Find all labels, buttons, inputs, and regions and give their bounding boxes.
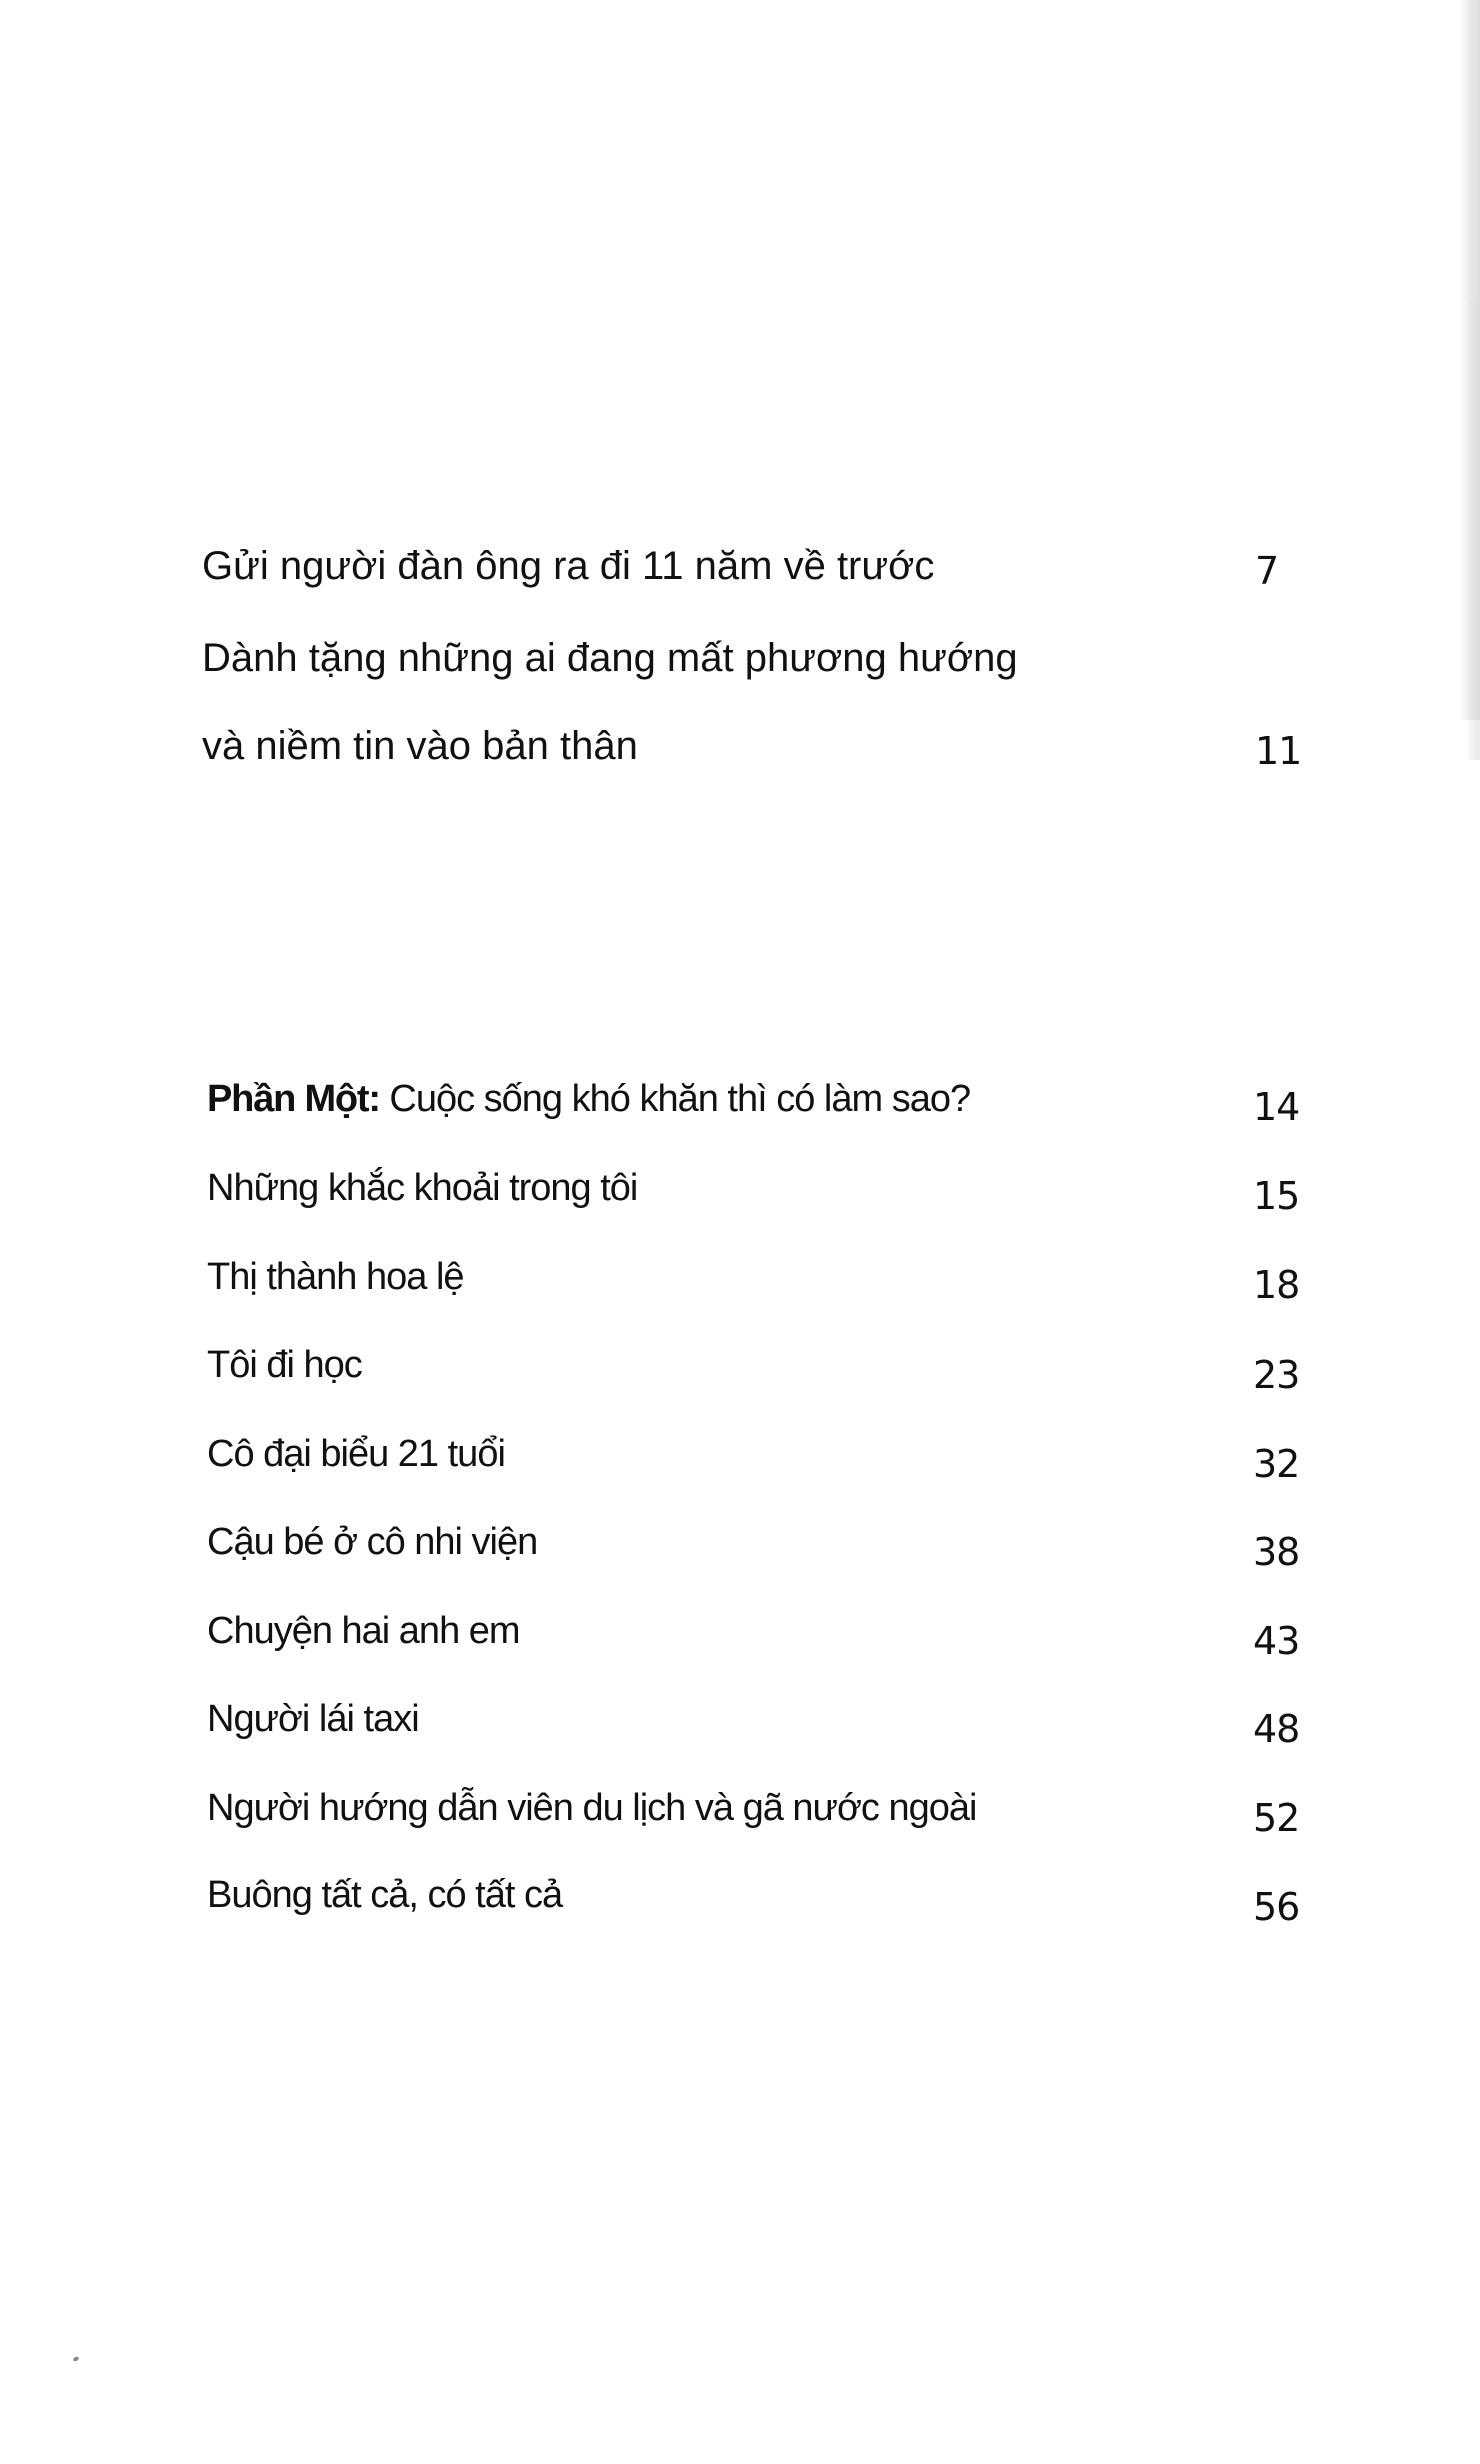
toc-entry (0, 1608, 1480, 1668)
toc-entry-title: Gửi người đàn ông ra đi 11 năm về trước (202, 544, 935, 588)
toc-entry-title: Người hướng dẫn viên du lịch và gã nước ngoài (207, 1787, 977, 1829)
toc-entry-continued (0, 718, 1480, 778)
toc-entry-title: Chuyện hai anh em (207, 1610, 520, 1652)
toc-entry (0, 1785, 1480, 1845)
toc-entry-title: Những khắc khoải trong tôi (207, 1167, 638, 1209)
toc-entry-page: 23 (1253, 1353, 1300, 1397)
toc-entry (0, 1431, 1480, 1491)
part-title: Cuộc sống khó khăn thì có làm sao? (379, 1078, 971, 1120)
scan-speck (72, 2356, 79, 2362)
toc-entry-page: 11 (1255, 729, 1302, 773)
toc-entry-title: Cô đại biểu 21 tuổi (207, 1433, 505, 1475)
toc-entry-page: 18 (1253, 1263, 1300, 1307)
toc-entry-title: Người lái taxi (207, 1698, 419, 1740)
toc-entry-page: 38 (1253, 1530, 1300, 1574)
part-label: Phần Một: (207, 1078, 380, 1120)
toc-entry-title-line1: Dành tặng những ai đang mất phương hướng (202, 636, 1018, 680)
toc-entry-page: 48 (1253, 1707, 1300, 1751)
toc-entry-title: Buông tất cả, có tất cả (207, 1874, 563, 1916)
toc-entry (0, 1342, 1480, 1402)
toc-entry-page: 43 (1253, 1619, 1300, 1663)
toc-entry-page: 15 (1253, 1174, 1300, 1218)
toc-entry (0, 630, 1480, 690)
toc-entry-title: Cậu bé ở cô nhi viện (207, 1521, 538, 1563)
toc-entry (0, 1872, 1480, 1932)
toc-entry-title: Tôi đi học (207, 1344, 362, 1386)
toc-entry-page: 7 (1255, 549, 1279, 593)
page-edge-shadow-lower (1466, 300, 1480, 760)
toc-entry-page: 52 (1253, 1796, 1300, 1840)
toc-entry-page: 32 (1253, 1442, 1300, 1486)
part-heading (0, 1076, 1480, 1136)
part-heading-title (207, 1080, 970, 1118)
toc-entry (0, 1519, 1480, 1579)
toc-entry-page: 56 (1253, 1885, 1300, 1929)
toc-entry (0, 1254, 1480, 1314)
toc-entry (0, 1165, 1480, 1225)
part-heading-page: 14 (1253, 1085, 1300, 1129)
toc-entry (0, 540, 1480, 600)
toc-entry-title: Thị thành hoa lệ (207, 1256, 464, 1298)
toc-entry-title-line2: và niềm tin vào bản thân (202, 724, 638, 768)
toc-entry (0, 1696, 1480, 1756)
